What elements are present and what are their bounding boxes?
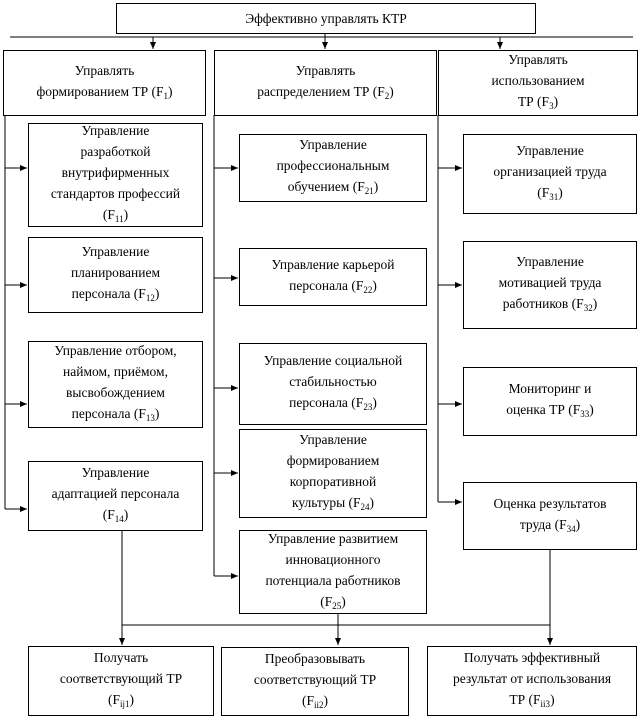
f33-text: Мониторинг и оценка ТР (F bbox=[506, 381, 592, 417]
subfunction-f32-label bbox=[499, 251, 602, 319]
f25-code: 25 bbox=[332, 600, 342, 611]
f13-text: Управление отбором, наймом, приёмом, высвобождением персонала (F bbox=[54, 343, 177, 421]
fii2-suffix: ) bbox=[323, 692, 329, 708]
output-fij1-label bbox=[60, 647, 182, 715]
fii3-code: ii3 bbox=[540, 699, 551, 709]
subfunction-f33-label bbox=[506, 378, 594, 425]
subfunction-f12-label bbox=[71, 241, 160, 309]
subfunction-f12-box bbox=[28, 237, 203, 313]
f24-suffix: ) bbox=[369, 495, 375, 510]
fii2-text: Преобразовывать соответствующий ТР (F bbox=[253, 650, 377, 708]
subfunction-f13-box bbox=[28, 341, 203, 428]
subfunction-f11-label bbox=[51, 120, 180, 230]
f13-suffix: ) bbox=[154, 406, 160, 421]
f34-suffix: ) bbox=[575, 516, 581, 532]
output-fij1-box bbox=[28, 646, 214, 716]
f11-text: Управление разработкой внутрифирменных стандартов профессий (F bbox=[50, 123, 181, 222]
f2-text: Управлять распределением ТР (F bbox=[257, 62, 385, 99]
fii3-suffix: ) bbox=[550, 692, 555, 707]
function-f1-label bbox=[37, 60, 173, 107]
f14-code: 14 bbox=[114, 514, 124, 524]
f21-text: Управление профессиональным обучением (F bbox=[276, 137, 390, 194]
subfunction-f21-box bbox=[239, 134, 427, 202]
subfunction-f23-box bbox=[239, 343, 427, 425]
subfunction-f22-box bbox=[239, 248, 427, 306]
f34-text: Оценка результатов труда (F bbox=[493, 495, 607, 532]
function-f3-box bbox=[438, 50, 638, 116]
f14-text: Управление адаптацией персонала (F bbox=[51, 465, 180, 522]
output-fii3-box bbox=[427, 646, 637, 716]
f3-code: 3 bbox=[549, 101, 554, 111]
f21-suffix: ) bbox=[373, 179, 379, 194]
f34-code: 34 bbox=[566, 523, 576, 534]
root-goal-box bbox=[116, 3, 536, 34]
f32-text: Управление мотивацией труда работников (F bbox=[498, 254, 602, 311]
subfunction-f21-label bbox=[277, 134, 390, 202]
subfunction-f13-label bbox=[54, 340, 176, 429]
f2-suffix: ) bbox=[389, 83, 394, 99]
f33-suffix: ) bbox=[589, 402, 594, 417]
f22-text: Управление карьерой персонала (F bbox=[271, 256, 395, 293]
subfunction-f25-box bbox=[239, 530, 427, 614]
function-f1-box bbox=[3, 50, 206, 116]
f1-code: 1 bbox=[163, 90, 168, 101]
f12-suffix: ) bbox=[154, 286, 160, 301]
subfunction-f31-label bbox=[493, 140, 606, 208]
f32-suffix: ) bbox=[592, 296, 598, 311]
subfunction-f23-label bbox=[264, 350, 402, 418]
f24-text: Управление формированием корпоративной культуры (F bbox=[286, 432, 380, 510]
f11-suffix: ) bbox=[123, 207, 129, 222]
f14-suffix: ) bbox=[123, 507, 129, 522]
f2-code: 2 bbox=[384, 90, 390, 101]
f3-suffix: ) bbox=[553, 94, 559, 109]
fij1-code: ij1 bbox=[120, 699, 130, 709]
subfunction-f24-label bbox=[287, 429, 379, 518]
f22-code: 22 bbox=[363, 284, 373, 295]
subfunction-f24-box bbox=[239, 429, 427, 518]
fii3-text: Получать эффективный результат от использования ТР (F bbox=[452, 650, 612, 707]
subfunction-f22-label bbox=[271, 254, 394, 301]
f12-text: Управление планированием персонала (F bbox=[70, 244, 161, 301]
f12-code: 12 bbox=[145, 293, 155, 303]
f25-suffix: ) bbox=[341, 593, 346, 609]
subfunction-f32-box bbox=[463, 241, 637, 329]
f25-text: Управление развитием инновационного потенциала работников (F bbox=[265, 530, 401, 609]
subfunction-f11-box bbox=[28, 123, 203, 227]
f24-code: 24 bbox=[360, 502, 370, 512]
subfunction-f31-box bbox=[463, 134, 637, 214]
fij1-text: Получать соответствующий ТР (F bbox=[59, 650, 183, 707]
f31-code: 31 bbox=[549, 192, 559, 202]
subfunction-f34-label bbox=[494, 493, 607, 540]
subfunction-f34-box bbox=[463, 482, 637, 550]
f23-text: Управление социальной стабильностью персонала (F bbox=[263, 353, 403, 410]
f1-suffix: ) bbox=[168, 83, 173, 99]
function-f2-label bbox=[257, 60, 394, 107]
fii2-code: ii2 bbox=[314, 699, 324, 710]
function-f3-label bbox=[491, 49, 584, 117]
output-fii2-box bbox=[221, 647, 409, 716]
subfunction-f25-label bbox=[265, 528, 400, 617]
subfunction-f14-label bbox=[52, 462, 180, 530]
fij1-suffix: ) bbox=[129, 692, 135, 707]
subfunction-f33-box bbox=[463, 367, 637, 436]
output-fii2-label bbox=[254, 648, 376, 716]
f33-code: 33 bbox=[580, 409, 590, 419]
output-fii3-label bbox=[453, 647, 611, 715]
f23-suffix: ) bbox=[372, 395, 377, 410]
f11-code: 11 bbox=[114, 214, 124, 224]
f13-code: 13 bbox=[145, 413, 155, 423]
f1-text: Управлять формированием ТР (F bbox=[36, 62, 164, 99]
f32-code: 32 bbox=[583, 303, 593, 313]
function-f2-box bbox=[214, 50, 437, 116]
f23-code: 23 bbox=[363, 402, 373, 412]
root-goal-label: Эффективно управлять КТР bbox=[245, 11, 407, 26]
f31-suffix: ) bbox=[558, 185, 563, 200]
f21-code: 21 bbox=[364, 186, 374, 196]
f3-text: Управлять использованием ТР (F bbox=[491, 52, 585, 109]
f22-suffix: ) bbox=[372, 277, 377, 293]
f31-text: Управление организацией труда (F bbox=[493, 143, 607, 200]
subfunction-f14-box bbox=[28, 461, 203, 531]
